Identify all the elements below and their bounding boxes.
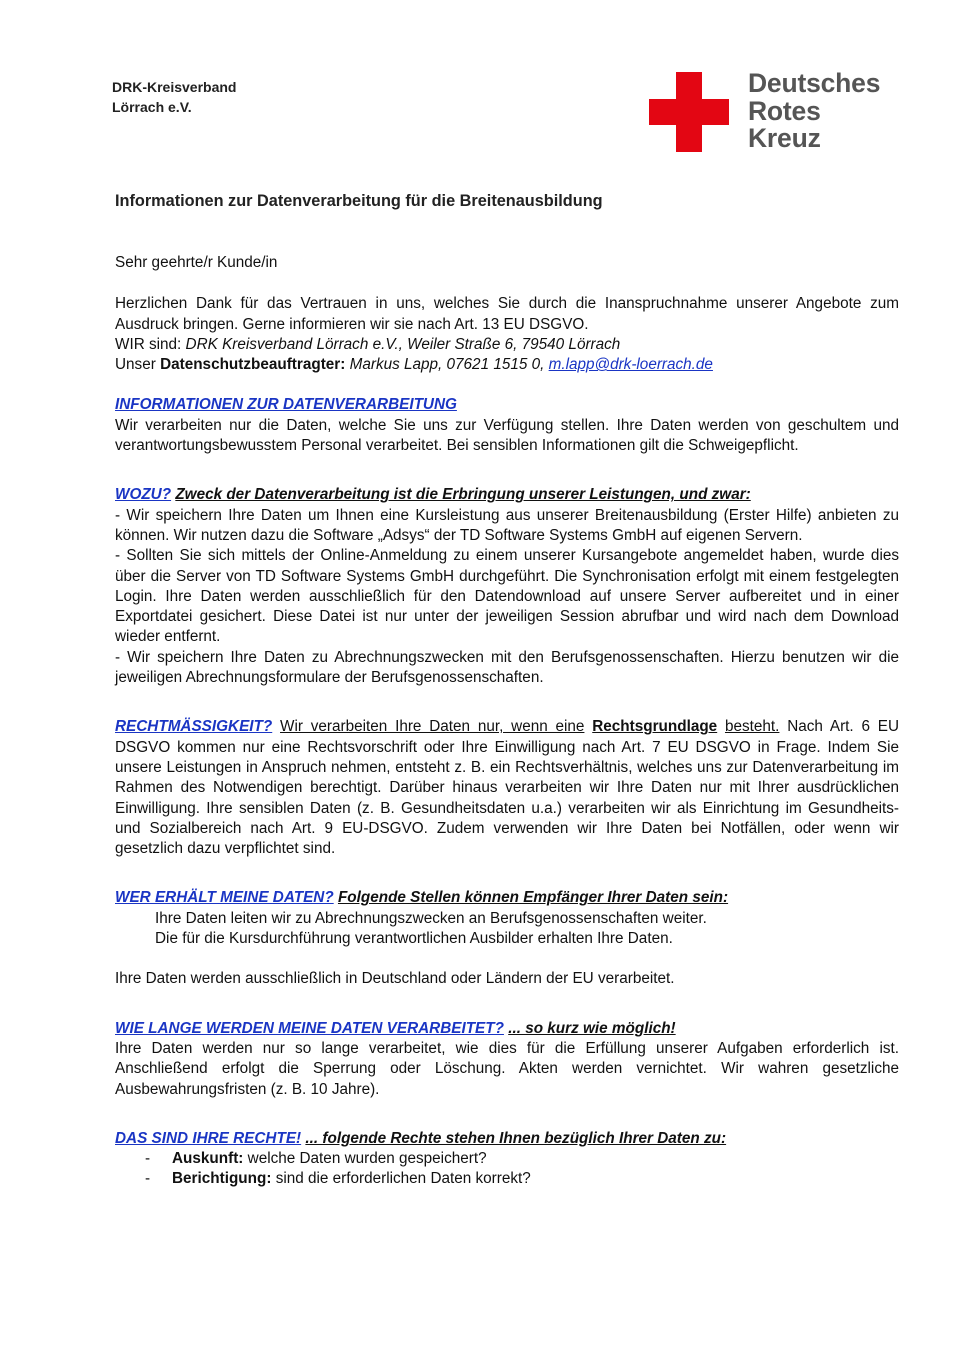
wer-note: Ihre Daten werden ausschließlich in Deutschland oder Ländern der EU verarbeitet. <box>115 970 675 988</box>
section-wozu-subheading: Zweck der Datenverarbeitung ist die Erbringung unserer Leistungen, und zwar: <box>175 486 751 504</box>
section-info-heading: INFORMATIONEN ZUR DATENVERARBEITUNG <box>115 396 457 414</box>
controller-line <box>115 335 899 355</box>
dpo-line <box>115 355 899 375</box>
wozu-item-2: - Sollten Sie sich mittels der Online-Anmeldung zu einem unserer Kursangebote angemeldet haben, wurde dies über die Server von TD Software Systems GmbH durchgeführt. Die Synchronisation erfolgt mit einem festgelegten Login. Ihre Daten werden ausschließlich für den Datendownload auf unsere Server aufbereitet und in einer Exportdatei gesichert. Diese Datei ist nur unter der jeweiligen Session abrufbar und wird nach dem Download wieder entfernt. <box>115 547 899 646</box>
controller-label: WIR sind: <box>115 335 182 353</box>
wozu-item-3: - Wir speichern Ihre Daten zu Abrechnungszwecken mit den Berufsgenossenschaften. Hierzu benutzen wir die jeweiligen Abrechnungsformulare der Berufsgenossenschaften. <box>115 648 899 687</box>
drk-logo <box>649 68 909 158</box>
recht-lead-b: Rechtsgrundlage <box>592 718 718 736</box>
wozu-item-1: - Wir speichern Ihre Daten um Ihnen eine Kursleistung aus unserer Breitenausbildung (Erster Hilfe) anbieten zu können. Wir nutzen dazu die Software „Adsys“ der TD Software Systems GmbH auf eigenen Servern. <box>115 506 899 544</box>
section-lange-subheading: ... so kurz wie möglich! <box>508 1019 676 1037</box>
section-wer-subheading: Folgende Stellen können Empfänger Ihrer Daten sein: <box>337 889 729 907</box>
document-body <box>115 253 899 1190</box>
org-line-1: DRK-Kreisverband <box>112 79 237 95</box>
dpo-email-link[interactable]: m.lapp@drk-loerrach.de <box>548 356 713 374</box>
section-recht-heading: RECHTMÄSSIGKEIT? <box>115 718 273 736</box>
controller-value: DRK Kreisverband Lörrach e.V., Weiler Straße 6, 79540 Lörrach <box>185 335 621 353</box>
wer-item-1: Ihre Daten leiten wir zu Abrechnungszwecken an Berufsgenossenschaften weiter. <box>155 909 707 927</box>
organization-name <box>112 77 236 117</box>
dpo-value: Markus Lapp, 07621 1515 0, <box>349 356 545 374</box>
rights-item-1: - Auskunft: welche Daten wurden gespeichert? <box>145 1150 487 1168</box>
section-wer-heading: WER ERHÄLT MEINE DATEN? <box>115 889 334 907</box>
rights-item-1-label: Auskunft: <box>172 1150 244 1168</box>
section-rechte-heading: DAS SIND IHRE RECHTE! <box>115 1129 302 1147</box>
section-info-text: Wir verarbeiten nur die Daten, welche Sie uns zur Verfügung stellen. Ihre Daten werden von geschultem und verantwortungsbewusstem Personal verarbeitet. Bei sensiblen Informationen gilt die Schweigepflicht. <box>115 416 899 455</box>
rights-item-2-text: sind die erforderlichen Daten korrekt? <box>275 1170 531 1188</box>
intro-text: Herzlichen Dank für das Vertrauen in uns, welches Sie durch die Inanspruchnahme unserer Angebote zum Ausdruck bringen. Gerne informieren wir sie nach Art. 13 EU DSGVO. <box>115 295 899 333</box>
org-line-2: Lörrach e.V. <box>112 99 192 115</box>
recht-lead-c: besteht. <box>724 718 780 736</box>
red-cross-icon <box>649 72 729 152</box>
section-lange-heading: WIE LANGE WERDEN MEINE DATEN VERARBEITET? <box>115 1019 504 1037</box>
dpo-prefix: Unser <box>115 356 156 374</box>
document-title: Informationen zur Datenverarbeitung für die Breitenausbildung <box>115 192 603 210</box>
section-lange-text: Ihre Daten werden nur so lange verarbeitet, wie dies für die Erfüllung unserer Aufgaben erforderlich ist. Anschließend erfolgt die Sperrung oder Löschung. Akten werden vernichtet. Wir wahren gesetzliche Ausbewahrungsfristen (z. B. 10 Jahre). <box>115 1039 899 1098</box>
logo-line-1: Deutsches <box>748 68 881 98</box>
wer-item-2: Die für die Kursdurchführung verantwortlichen Ausbilder erhalten Ihre Daten. <box>155 930 673 948</box>
rights-item-1-text: welche Daten wurden gespeichert? <box>247 1150 487 1168</box>
logo-wordmark <box>748 70 880 153</box>
section-wer-heading-line <box>115 888 899 908</box>
section-wozu-heading-line <box>115 485 899 505</box>
logo-line-3: Kreuz <box>748 123 821 153</box>
section-rechte-heading-line <box>115 1129 899 1149</box>
logo-line-2: Rotes <box>748 95 821 126</box>
recht-lead-a: Wir verarbeiten Ihre Daten nur, wenn eine <box>280 718 585 736</box>
section-wozu-heading: WOZU? <box>115 486 172 504</box>
rights-item-2-label: Berichtigung: <box>172 1170 272 1188</box>
section-lange-heading-line <box>115 1019 899 1039</box>
section-rechte-subheading: ... folgende Rechte stehen Ihnen bezüglich Ihrer Daten zu: <box>305 1129 727 1147</box>
section-recht-text: Nach Art. 6 EU DSGVO kommen nur eine Rechtsvorschrift oder Ihre Einwilligung nach Art. 7 EU DSGVO in Frage. Indem Sie unsere Leistungen in Anspruch nehmen, entsteht z. B. ein Rechtsverhältnis, welches uns zur Datenverarbeitung im Rahmen des Notwendigen berechtigt. Darüber hinaus verarbeiten wir Ihre Daten nur mit Ihrer ausdrücklichen Einwilligung. Ihre sensiblen Daten (z. B. Gesundheitsdaten u.a.) verarbeiten wir als Einrichtung im Gesundheits- und Sozialbereich nach Art. 9 EU-DSGVO. Zudem verwenden wir Ihre Daten bei Notfällen, oder wenn wir gesetzlich dazu verpflichtet sind. <box>115 718 900 858</box>
rights-item-2: - Berichtigung: sind die erforderlichen Daten korrekt? <box>145 1170 531 1188</box>
section-recht-paragraph <box>115 717 899 859</box>
dpo-label: Datenschutzbeauftragter: <box>160 356 346 374</box>
greeting: Sehr geehrte/r Kunde/in <box>115 254 278 271</box>
